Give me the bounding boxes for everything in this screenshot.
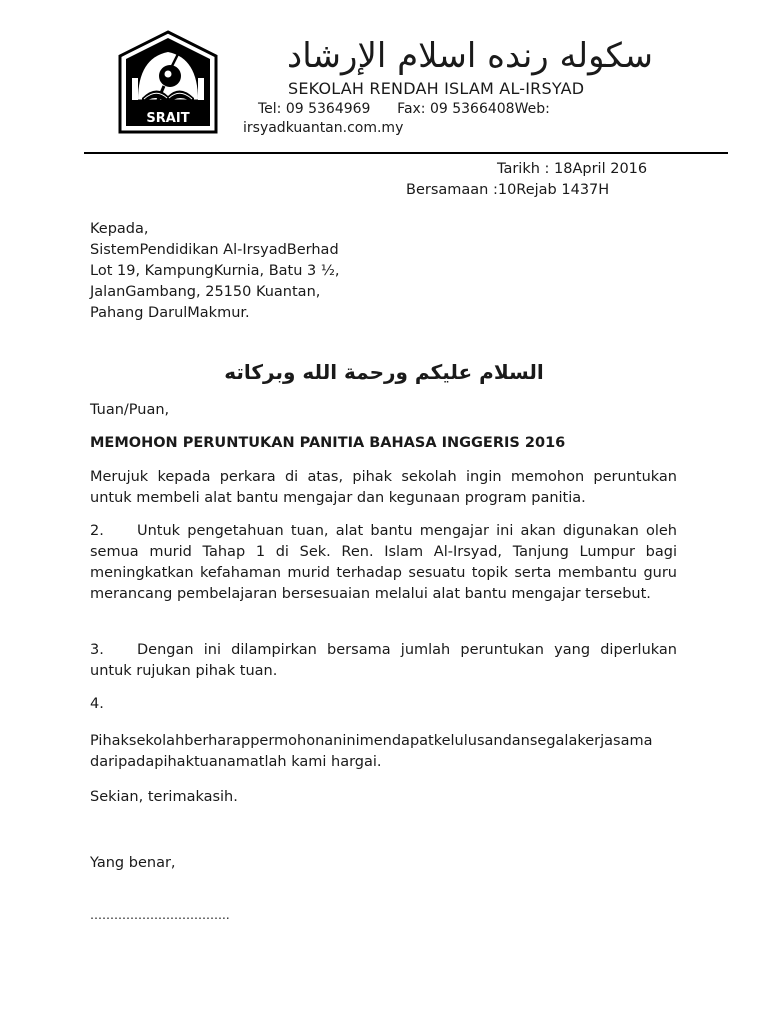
recipient-name: SistemPendidikan Al-IrsyadBerhad (90, 242, 339, 258)
school-name: SEKOLAH RENDAH ISLAM AL-IRSYAD (288, 79, 585, 98)
paragraph-text: Dengan ini dilampirkan bersama jumlah peruntukan yang diperlukan untuk rujukan pihak tuan. (90, 642, 677, 679)
recipient-address-line: Pahang DarulMakmur. (90, 305, 250, 321)
closing-yang-benar: Yang benar, (90, 855, 176, 871)
paragraph-text: Untuk pengetahuan tuan, alat bantu mengajar ini akan digunakan oleh semua murid Tahap 1 di Sek. Ren. Islam Al-Irsyad, Tanjung Lumpur bagi meningkatkan kefahaman murid terhadap sesuatu topik serta membantu guru merancang pembelajaran bersesuaian melalui alat bantu mengajar tersebut. (90, 523, 677, 602)
logo-text: SRAIT (146, 111, 190, 126)
website: irsyadkuantan.com.my (243, 120, 404, 136)
recipient-kepada: Kepada, (90, 221, 149, 237)
arabic-greeting: السلام عليكم ورحمة الله وبركاته (224, 360, 544, 384)
paragraph-5: Pihaksekolahberharappermohonaninimendapatkelulusandansegalakerjasama daripadapihaktuanamatlah kami hargai. (90, 733, 653, 770)
arabic-school-name: سكوله رنده اسلام الإرشاد (287, 36, 653, 76)
header-divider (84, 152, 728, 154)
recipient-address-line: JalanGambang, 25150 Kuantan, (90, 284, 321, 300)
paragraph-3 (90, 640, 677, 682)
school-logo (112, 30, 224, 138)
paragraph-2 (90, 521, 677, 605)
telephone: Tel: 09 5364969 (258, 101, 371, 117)
recipient-address-line: Lot 19, KampungKurnia, Batu 3 ½, (90, 263, 340, 279)
date-bersamaan: Bersamaan :10Rejab 1437H (406, 182, 610, 198)
letter-subject: MEMOHON PERUNTUKAN PANITIA BAHASA INGGERIS 2016 (90, 435, 566, 451)
closing-sekian: Sekian, terimakasih. (90, 789, 238, 805)
date-tarikh: Tarikh : 18April 2016 (497, 161, 648, 177)
contact-line (258, 101, 550, 117)
paragraph-1: Merujuk kepada perkara di atas, pihak sekolah ingin memohon peruntukan untuk membeli alat bantu mengajar dan kegunaan program panitia. (90, 469, 677, 506)
paragraph-number: 3. (90, 642, 104, 658)
paragraph-4-number: 4. (90, 696, 104, 712)
signature-line: …………………………….. (90, 908, 230, 922)
fax: Fax: 09 5366408Web: (397, 101, 550, 117)
salutation: Tuan/Puan, (90, 402, 170, 418)
paragraph-number: 2. (90, 523, 104, 539)
